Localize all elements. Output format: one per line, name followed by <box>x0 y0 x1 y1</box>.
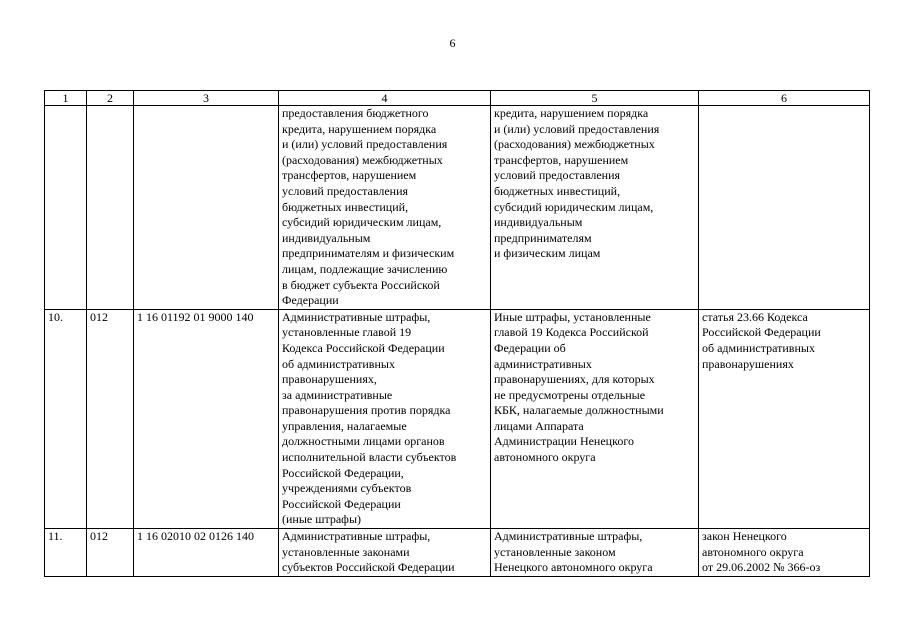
row-number <box>45 106 87 310</box>
column-header-4: 4 <box>279 91 491 106</box>
table-row <box>45 529 870 577</box>
admin-code: 012 <box>87 309 134 528</box>
legal-basis <box>699 106 870 310</box>
page-number: 6 <box>449 36 456 50</box>
table-row <box>45 106 870 310</box>
revenue-description: Иные штрафы, установленные главой 19 Кодекса Российской Федерации об административных правонарушениях, для которых не предусмотрены отдельные КБК, налагаемые должностными лицами Аппарата Администрации Ненецкого автономного округа <box>491 309 699 528</box>
budget-classification-code: 1 16 01192 01 9000 140 <box>134 309 279 528</box>
table-header-row <box>45 91 870 106</box>
budget-classification-code <box>134 106 279 310</box>
table-row <box>45 309 870 528</box>
admin-code: 012 <box>87 529 134 577</box>
column-header-3: 3 <box>134 91 279 106</box>
legal-basis: закон Ненецкого автономного округа от 29.06.2002 № 366-оз <box>699 529 870 577</box>
row-number: 11. <box>45 529 87 577</box>
row-number: 10. <box>45 309 87 528</box>
legal-basis: статья 23.66 Кодекса Российской Федерации об административных правонарушениях <box>699 309 870 528</box>
budget-classification-code: 1 16 02010 02 0126 140 <box>134 529 279 577</box>
revenue-name: предоставления бюджетного кредита, нарушением порядка и (или) условий предоставления (расходования) межбюджетных трансфертов, нарушением условий предоставления бюджетных инвестиций, субсидий юридическим лицам, индивидуальным предпринимателям и физическим лицам, подлежащие зачислению в бюджет субъекта Российской Федерации <box>279 106 491 310</box>
column-header-6: 6 <box>699 91 870 106</box>
admin-code <box>87 106 134 310</box>
classification-table <box>44 90 870 577</box>
revenue-name: Административные штрафы, установленные главой 19 Кодекса Российской Федерации об административных правонарушениях, за административные правонарушения против порядка управления, налагаемые должностными лицами органов исполнительной власти субъектов Российской Федерации, учреждениями субъектов Российской Федерации (иные штрафы) <box>279 309 491 528</box>
revenue-description: кредита, нарушением порядка и (или) условий предоставления (расходования) межбюджетных трансфертов, нарушением условий предоставления бюджетных инвестиций, субсидий юридическим лицам, индивидуальным предпринимателям и физическим лицам <box>491 106 699 310</box>
revenue-description: Административные штрафы, установленные законом Ненецкого автономного округа <box>491 529 699 577</box>
column-header-5: 5 <box>491 91 699 106</box>
revenue-name: Административные штрафы, установленные законами субъектов Российской Федерации <box>279 529 491 577</box>
column-header-1: 1 <box>45 91 87 106</box>
column-header-2: 2 <box>87 91 134 106</box>
